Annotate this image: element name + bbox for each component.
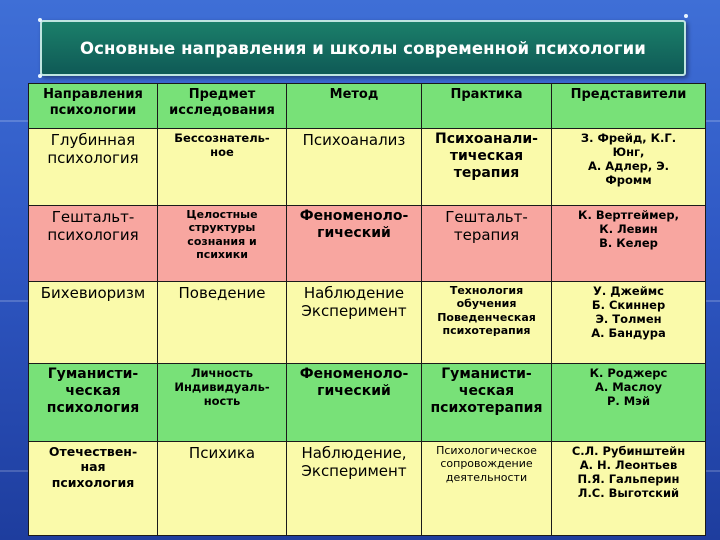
corner-dot-icon	[38, 74, 42, 78]
slide-title: Основные направления и школы современной психологии	[80, 38, 646, 58]
cell-subject: Личность Индивидуаль- ность	[158, 364, 287, 442]
cell-practice: Гуманисти- ческая психотерапия	[422, 364, 552, 442]
cell-subject: Бессознатель- ное	[158, 129, 287, 206]
table-row	[29, 206, 706, 282]
cell-subject: Целостные структуры сознания и психики	[158, 206, 287, 282]
cell-representatives: К. Роджерс А. Маслоу Р. Мэй	[552, 364, 706, 442]
table-row	[29, 364, 706, 442]
slide-title-bar	[40, 20, 686, 76]
table-row	[29, 282, 706, 364]
cell-method: Феноменоло- гический	[287, 364, 422, 442]
corner-dot-icon	[38, 18, 42, 22]
cell-subject: Психика	[158, 442, 287, 536]
cell-method: Наблюдение, Эксперимент	[287, 442, 422, 536]
cell-direction: Отечествен- ная психология	[29, 442, 158, 536]
cell-direction: Глубинная психология	[29, 129, 158, 206]
cell-method: Психоанализ	[287, 129, 422, 206]
header-subject: Предмет исследования	[158, 84, 287, 129]
psychology-schools-table	[28, 83, 706, 536]
cell-representatives: У. Джеймс Б. Скиннер Э. Толмен А. Бандура	[552, 282, 706, 364]
cell-subject: Поведение	[158, 282, 287, 364]
table-row	[29, 442, 706, 536]
cell-representatives: К. Вертгеймер, К. Левин В. Келер	[552, 206, 706, 282]
cell-direction: Гуманисти- ческая психология	[29, 364, 158, 442]
cell-representatives: З. Фрейд, К.Г. Юнг, А. Адлер, Э. Фромм	[552, 129, 706, 206]
cell-method: Наблюдение Эксперимент	[287, 282, 422, 364]
cell-representatives: С.Л. Рубинштейн А. Н. Леонтьев П.Я. Гальперин Л.С. Выготский	[552, 442, 706, 536]
cell-practice: Гештальт- терапия	[422, 206, 552, 282]
header-directions: Направления психологии	[29, 84, 158, 129]
cell-direction: Гештальт- психология	[29, 206, 158, 282]
header-representatives: Представители	[552, 84, 706, 129]
header-method: Метод	[287, 84, 422, 129]
cell-direction: Бихевиоризм	[29, 282, 158, 364]
corner-dot-icon	[684, 14, 688, 18]
cell-method: Феноменоло- гический	[287, 206, 422, 282]
cell-practice: Психологическое сопровождение деятельности	[422, 442, 552, 536]
table-row	[29, 129, 706, 206]
cell-practice: Психоанали- тическая терапия	[422, 129, 552, 206]
header-practice: Практика	[422, 84, 552, 129]
cell-practice: Технология обучения Поведенческая психотерапия	[422, 282, 552, 364]
table-header-row	[29, 84, 706, 129]
